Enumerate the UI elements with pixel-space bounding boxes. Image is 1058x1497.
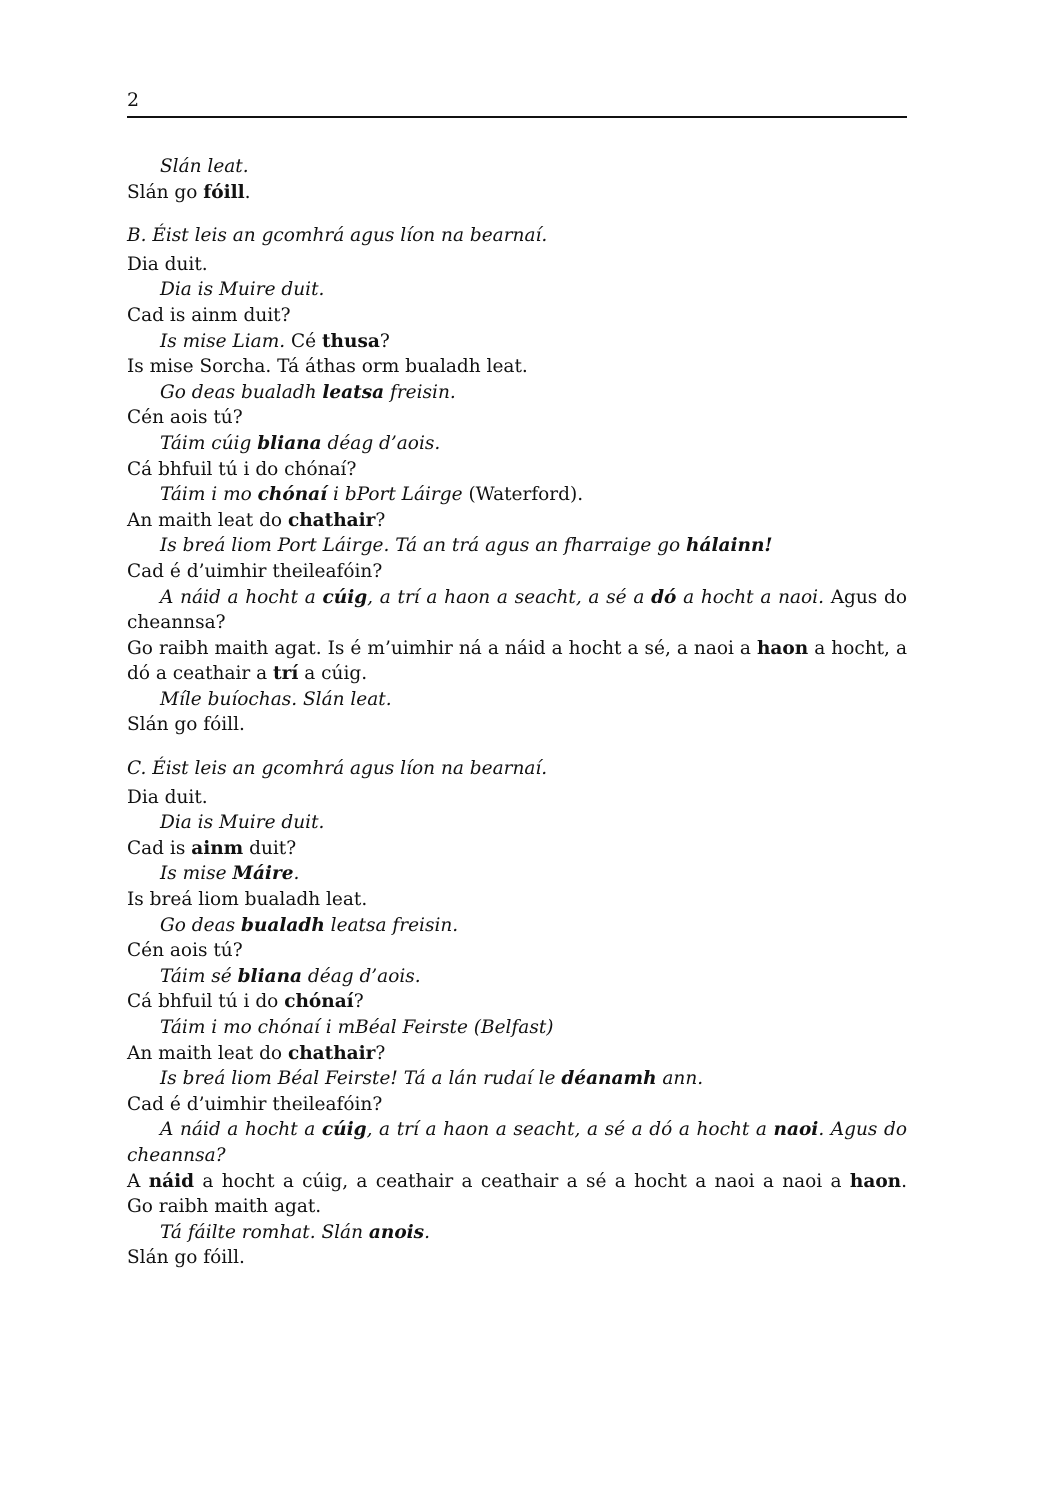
intro-dialogue: [127, 154, 907, 205]
dialogue-text: Is mise: [160, 863, 233, 885]
dialogue-line: [127, 636, 913, 687]
dialogue-line: [127, 887, 907, 913]
answer-word: bualadh: [241, 914, 325, 936]
dialogue-text: leatsa freisin.: [324, 914, 459, 936]
dialogue-line: [127, 1041, 907, 1067]
answer-word: cúig: [322, 586, 368, 608]
dialogue-reply-line: [127, 431, 907, 457]
page-body: [127, 154, 937, 1271]
answer-word: Máire: [232, 863, 294, 885]
dialogue-text: freisin.: [384, 381, 456, 403]
dialogue-text: An maith leat do: [127, 509, 288, 531]
dialogue-text: a hocht, a dó a ceathair a: [127, 637, 913, 685]
dialogue-text: .: [244, 181, 251, 203]
dialogue-line: [127, 836, 907, 862]
answer-word: hálainn!: [686, 535, 773, 557]
dialogue-text: Táim cúig: [160, 432, 258, 454]
dialogue-text: Míle buíochas. Slán leat.: [160, 688, 392, 710]
section-spacer: [127, 738, 907, 756]
answer-word: déanamh: [561, 1068, 657, 1090]
answer-word: haon: [849, 1170, 902, 1192]
dialogue-text: a hocht a naoi.: [676, 586, 824, 608]
dialogue-reply-line: [127, 533, 907, 559]
dialogue-line: [127, 1245, 907, 1271]
section-spacer: [127, 205, 907, 223]
answer-word: leatsa: [322, 381, 385, 403]
dialogue-reply-line: [127, 154, 907, 180]
answer-word: chónaí: [284, 991, 354, 1013]
dialogue-text: Dia is Muire duit.: [160, 279, 325, 301]
dialogue-text: Is mise Liam.: [160, 330, 286, 352]
dialogue-text: Dia duit.: [127, 786, 208, 808]
answer-word: dó: [651, 586, 677, 608]
dialogue-text: Go raibh maith agat. Is é m’uimhir ná a náid a hocht a sé, a naoi a: [127, 637, 757, 659]
dialogue-reply-line: [127, 380, 907, 406]
dialogue-text: ?: [375, 509, 386, 531]
dialogue-text: Slán go fóill.: [127, 714, 245, 736]
dialogue-line: [127, 1169, 937, 1220]
dialogue-text: ann.: [656, 1068, 704, 1090]
dialogue-text: .: [293, 863, 300, 885]
answer-word: thusa: [322, 330, 380, 352]
dialogue-text: ?: [353, 991, 364, 1013]
section-b-dialogue: [127, 252, 913, 738]
dialogue-text: A náid a hocht a: [160, 586, 323, 608]
header-rule: [127, 116, 907, 118]
dialogue-reply-line: [127, 1220, 907, 1246]
dialogue-line: [127, 559, 907, 585]
dialogue-text: Cá bhfuil tú i do: [127, 991, 285, 1013]
dialogue-line: [127, 405, 907, 431]
dialogue-text: Is breá liom bualadh leat.: [127, 889, 368, 911]
dialogue-line: [127, 508, 907, 534]
dialogue-text: Cé: [285, 330, 322, 352]
dialogue-text: Cad is: [127, 837, 192, 859]
answer-word: anois: [368, 1221, 425, 1243]
answer-word: chathair: [287, 509, 376, 531]
dialogue-text: Cén aois tú?: [127, 407, 243, 429]
dialogue-text: Cá bhfuil tú i do chónaí?: [127, 458, 357, 480]
dialogue-text: duit?: [243, 837, 297, 859]
dialogue-line: [127, 1092, 907, 1118]
answer-word: trí: [273, 663, 299, 685]
answer-word: cúig: [321, 1119, 367, 1141]
dialogue-line: [127, 354, 907, 380]
dialogue-text: An maith leat do: [127, 1042, 288, 1064]
answer-word: haon: [756, 637, 809, 659]
dialogue-text: ?: [379, 330, 390, 352]
page-number: 2: [127, 89, 140, 111]
answer-word: chónaí: [257, 484, 328, 506]
dialogue-reply-line: [127, 964, 907, 990]
dialogue-line: [127, 712, 907, 738]
dialogue-text: .: [424, 1221, 430, 1243]
dialogue-text: Dia duit.: [127, 253, 208, 275]
dialogue-text: i bPort Láirge: [327, 484, 463, 506]
dialogue-text: Cad é d’uimhir theileafóin?: [127, 1093, 383, 1115]
dialogue-text: Go deas bualadh: [160, 381, 323, 403]
dialogue-text: a hocht a cúig, a ceathair a ceathair a sé a hocht a naoi a naoi a: [194, 1170, 850, 1192]
dialogue-reply-line: [127, 913, 907, 939]
dialogue-text: Slán go fóill.: [127, 1247, 245, 1269]
dialogue-line: [127, 938, 907, 964]
dialogue-line: [127, 180, 907, 206]
dialogue-text: Táim sé: [160, 965, 238, 987]
dialogue-reply-line: [127, 1066, 907, 1092]
dialogue-text: Is breá liom Béal Feirste! Tá a lán rudaí le: [160, 1068, 562, 1090]
answer-word: náid: [148, 1170, 195, 1192]
dialogue-text: A: [127, 1170, 149, 1192]
section-c-dialogue: [127, 785, 937, 1271]
dialogue-reply-line: [127, 1117, 913, 1168]
dialogue-text: déag d’aois.: [321, 432, 441, 454]
dialogue-text: Tá fáilte romhat. Slán: [160, 1221, 369, 1243]
section-c-heading: C. Éist leis an gcomhrá agus líon na bearnaí.: [127, 758, 548, 780]
section-b-heading: B. Éist leis an gcomhrá agus líon na bearnaí.: [127, 225, 548, 247]
dialogue-text: Slán leat.: [160, 156, 249, 177]
answer-word: bliana: [257, 432, 322, 454]
dialogue-text: Táim i mo chónaí i mBéal Feirste (Belfast): [160, 1017, 554, 1038]
dialogue-text: Is breá liom Port Láirge. Tá an trá agus an fharraige go: [160, 535, 687, 557]
dialogue-reply-line: [127, 482, 907, 508]
dialogue-text: Cad é d’uimhir theileafóin?: [127, 560, 383, 582]
answer-word: ainm: [191, 837, 244, 859]
dialogue-text: a cúig.: [298, 663, 368, 685]
dialogue-text: Cad is ainm duit?: [127, 304, 291, 326]
dialogue-reply-line: [127, 810, 907, 836]
dialogue-text: Agus do cheannsa?: [127, 586, 913, 634]
dialogue-text: , a trí a haon a seacht, a sé a dó a hocht a: [366, 1119, 774, 1141]
dialogue-reply-line: [127, 1015, 907, 1041]
dialogue-text: , a trí a haon a seacht, a sé a: [367, 586, 652, 608]
dialogue-text: Go deas: [160, 914, 241, 936]
answer-word: bliana: [237, 965, 303, 987]
dialogue-reply-line: [127, 687, 907, 713]
dialogue-reply-line: [127, 329, 907, 355]
dialogue-reply-line: [127, 585, 913, 636]
answer-word: fóill: [203, 181, 245, 203]
dialogue-text: Slán go: [127, 181, 204, 203]
dialogue-text: Dia is Muire duit.: [160, 812, 325, 834]
dialogue-line: [127, 303, 907, 329]
dialogue-text: . Go raibh maith agat.: [127, 1170, 937, 1218]
dialogue-text: ?: [375, 1042, 386, 1064]
dialogue-text: Cén aois tú?: [127, 940, 243, 962]
dialogue-reply-line: [127, 861, 907, 887]
answer-word: naoi: [773, 1119, 819, 1141]
dialogue-line: [127, 252, 907, 278]
dialogue-line: [127, 457, 907, 483]
dialogue-text: A náid a hocht a: [160, 1119, 322, 1141]
dialogue-reply-line: [127, 277, 907, 303]
dialogue-line: [127, 785, 907, 811]
dialogue-text: Is mise Sorcha. Tá áthas orm bualadh leat.: [127, 356, 528, 378]
dialogue-text: Táim i mo: [160, 484, 258, 506]
answer-word: chathair: [287, 1042, 376, 1064]
dialogue-text: . Agus do cheannsa?: [127, 1119, 913, 1166]
dialogue-text: (Waterford).: [462, 484, 584, 506]
dialogue-text: déag d’aois.: [302, 965, 421, 987]
dialogue-line: [127, 989, 907, 1015]
